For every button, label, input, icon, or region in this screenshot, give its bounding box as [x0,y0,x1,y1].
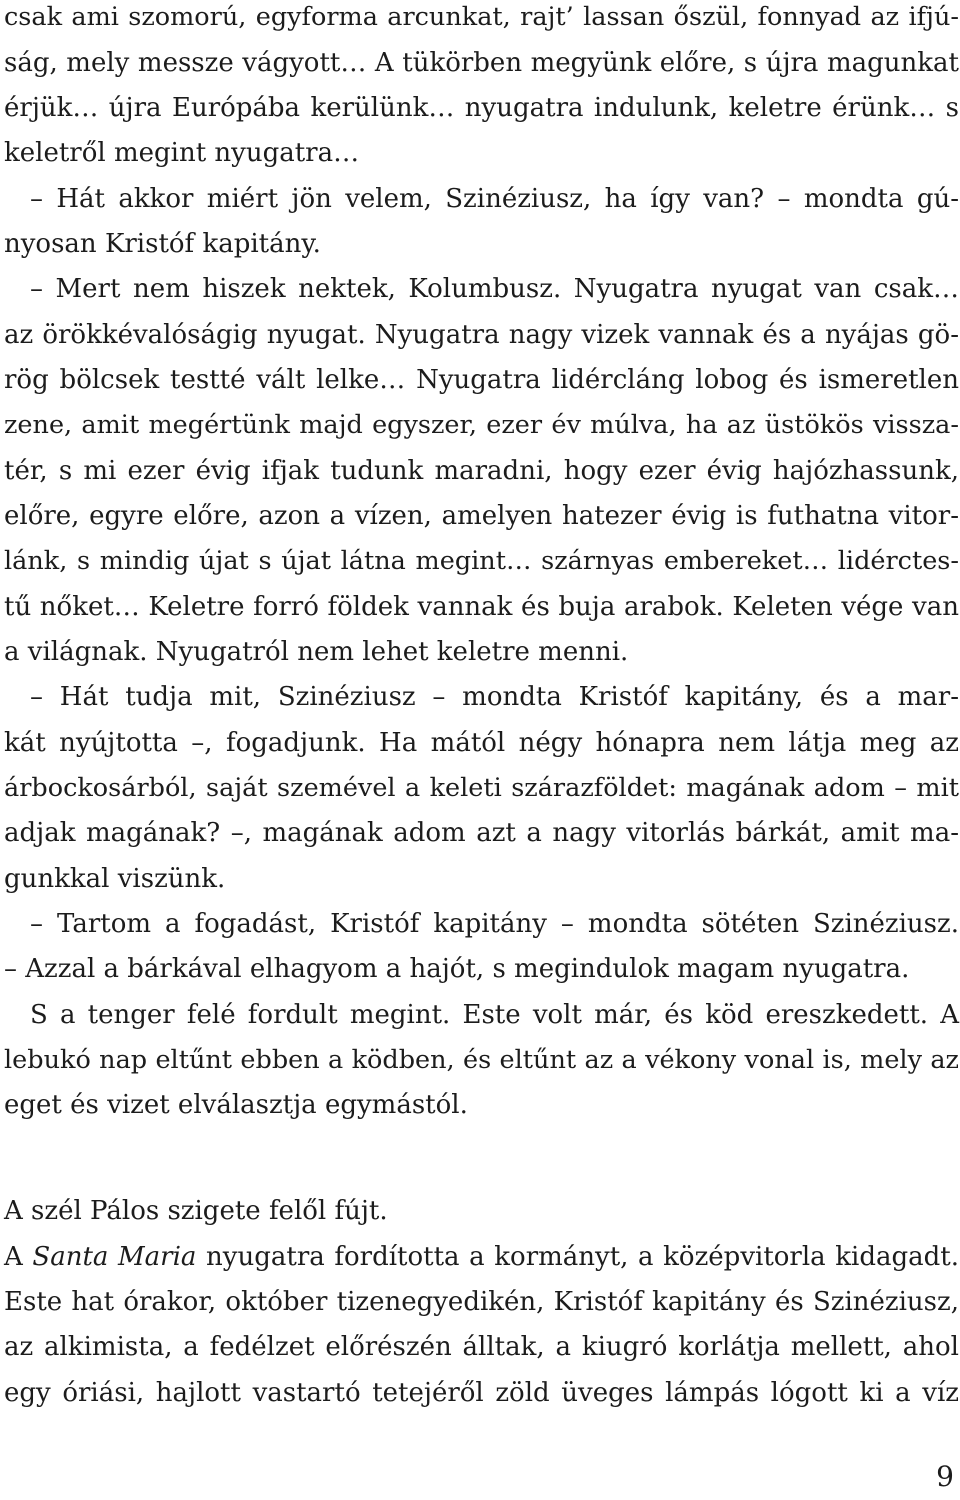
text-line: Este hat órakor, október tizenegyedikén, Kristóf kapitány és Szinéziusz, [4,1287,959,1317]
text-line: keletről megint nyugatra… [4,138,360,168]
text-line: zene, amit megértünk majd egyszer, ezer év múlva, ha az üstökös vissza- [4,410,959,440]
text-line: – Hát akkor miért jön velem, Szinéziusz, ha így van? – mondta gú- [4,184,959,214]
text-line: csak ami szomorú, egyforma arcunkat, rajt’ lassan őszül, fonnyad az ifjú- [4,2,959,32]
text-line: rög bölcsek testté vált lelke… Nyugatra lidércláng lobog és ismeretlen [4,365,959,395]
text-line: tű nőket… Keletre forró földek vannak és buja arabok. Keleten vége van [4,592,959,622]
text-line: előre, egyre előre, azon a vízen, amelyen hatezer évig is futhatna vitor- [4,501,959,531]
text-line: – Hát tudja mit, Szinéziusz – mondta Kristóf kapitány, és a mar- [4,682,959,712]
text-line: az örökkévalóságig nyugat. Nyugatra nagy vizek vannak és a nyájas gö- [4,320,959,350]
text-line: tér, s mi ezer évig ifjak tudunk maradni, hogy ezer évig hajózhassunk, [4,456,959,486]
text-line: ság, mely messze vágyott… A tükörben megyünk előre, s újra magunkat [4,48,959,78]
text-line: A szél Pálos szigete felől fújt. [4,1196,388,1226]
text-line: – Azzal a bárkával elhagyom a hajót, s megindulok magam nyugatra. [4,954,910,984]
text-line: az alkimista, a fedélzet előrészén álltak, a kiugró korlátja mellett, ahol [4,1332,959,1362]
text-line: érjük… újra Európába kerülünk… nyugatra indulunk, keletre érünk… s [4,93,959,123]
text-line: eget és vizet elválasztja egymástól. [4,1090,468,1120]
text-line: gunkkal viszünk. [4,864,226,894]
text-line: a világnak. Nyugatról nem lehet keletre menni. [4,637,629,667]
text-line: nyosan Kristóf kapitány. [4,229,321,259]
text-line: lebukó nap eltűnt ebben a ködben, és eltűnt az a vékony vonal is, mely az [4,1045,959,1075]
text-line: A Santa Maria nyugatra fordította a kormányt, a középvitorla kidagadt. [4,1242,960,1272]
text-line: egy óriási, hajlott vastartó tetejéről zöld üveges lámpás lógott ki a víz [4,1378,959,1408]
ship-name: Santa Maria [32,1242,197,1272]
text-line: – Tartom a fogadást, Kristóf kapitány – mondta sötéten Szinéziusz. [4,909,959,939]
text-line: kát nyújtotta –, fogadjunk. Ha mától négy hónapra nem látja meg az [4,728,959,758]
text-line: árbockosárból, saját szemével a keleti szárazföldet: magának adom – mit [4,773,959,803]
text-line: S a tenger felé fordult megint. Este volt már, és köd ereszkedett. A [4,1000,959,1030]
text-line: adjak magának? –, magának adom azt a nagy vitorlás bárkát, amit ma- [4,818,959,848]
text-line: lánk, s mindig újat s újat látna megint… szárnyas embereket… lidérctes- [4,546,959,576]
text-line: – Mert nem hiszek nektek, Kolumbusz. Nyugatra nyugat van csak… [4,274,959,304]
page-number: 9 [936,1460,954,1493]
